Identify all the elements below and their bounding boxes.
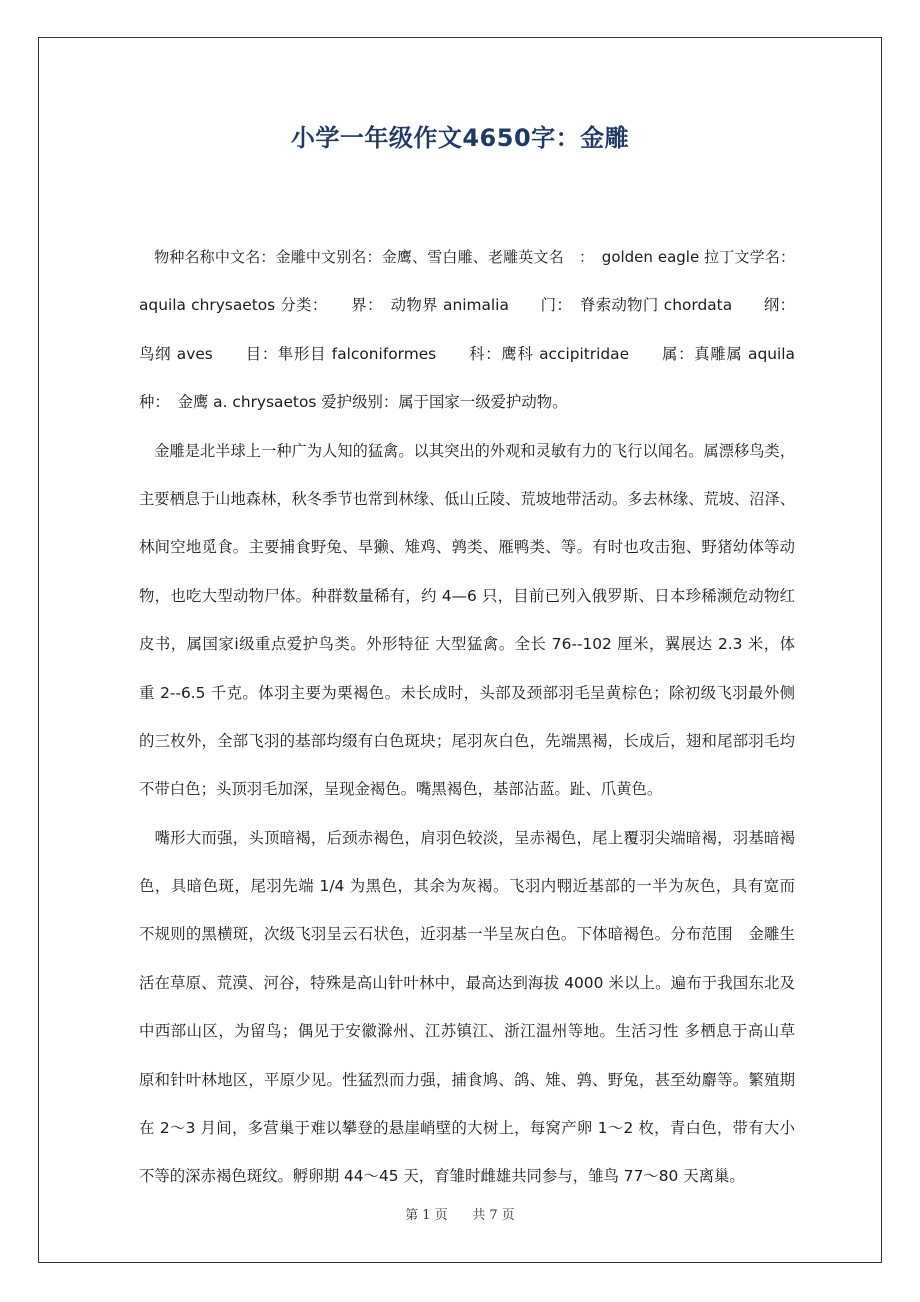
text-line: 皮书，属国家ⅰ级重点爱护鸟类。外形特征 大型猛禽。全长 76--102 厘米，翼展达 2.3 米，体 bbox=[139, 635, 795, 654]
text-line: 物种名称中文名：金雕中文别名：金鹰、雪白雕、老雕英文名 ： golden eagle 拉丁文学名： bbox=[139, 248, 795, 266]
page-footer bbox=[38, 1204, 882, 1228]
page-total: 共 7 页 bbox=[472, 1208, 515, 1223]
text-line: 鸟纲 aves 目：隼形目 falconiformes 科：鹰科 accipitridae 属：真雕属 aquila bbox=[139, 344, 795, 363]
text-line: 金雕是北半球上一种广为人知的猛禽。以其突出的外观和灵敏有力的飞行以闻名。属漂移鸟类， bbox=[139, 441, 795, 460]
text-line: 主要栖息于山地森林，秋冬季节也常到林缘、低山丘陵、荒坡地带活动。多去林缘、荒坡、沼泽、 bbox=[139, 489, 795, 508]
text-line: 不规则的黑横斑，次级飞羽呈云石状色，近羽基一半呈灰白色。下体暗褐色。分布范围 金雕生 bbox=[139, 925, 795, 944]
text-line: 活在草原、荒漠、河谷，特殊是高山针叶林中，最高达到海拔 4000 米以上。遍布于我国东北及 bbox=[139, 973, 795, 992]
text-line: 物，也吃大型动物尸体。种群数量稀有，约 4—6 只，目前已列入俄罗斯、日本珍稀濒危动物红 bbox=[139, 586, 795, 605]
text-line: 的三枚外，全部飞羽的基部均缀有白色斑块；尾羽灰白色，先端黑褐，长成后，翅和尾部羽毛均 bbox=[139, 731, 795, 750]
text-line: 林间空地觅食。主要捕食野兔、旱獭、雉鸡、鹑类、雁鸭类、等。有时也攻击狍、野猪幼体等动 bbox=[139, 538, 795, 557]
page-number: 第 1 页 bbox=[405, 1208, 448, 1223]
text-line: 色，具暗色斑，尾羽先端 1/4 为黑色，其余为灰褐。飞羽内翈近基部的一半为灰色，具有宽而 bbox=[139, 877, 795, 896]
document-title: 小学一年级作文4650字：金雕 bbox=[290, 124, 630, 152]
document-body bbox=[139, 233, 795, 1201]
text-line: 不等的深赤褐色斑纹。孵卵期 44～45 天，育雏时雌雄共同参与，雏鸟 77～80 天离巢。 bbox=[139, 1167, 745, 1186]
text-line: 原和针叶林地区，平原少见。性猛烈而力强，捕食鸠、鸽、雉、鹑、野兔，甚至幼麝等。繁殖期 bbox=[139, 1070, 795, 1089]
text-line: 种： 金鹰 a. chrysaetos 爱护级别：属于国家一级爱护动物。 bbox=[139, 393, 568, 412]
text-line: aquila chrysaetos 分类： 界： 动物界 animalia 门： 脊索动物门 chordata 纲： bbox=[139, 296, 795, 315]
text-line: 在 2～3 月间，多营巢于难以攀登的悬崖峭壁的大树上，每窝产卵 1～2 枚，青白色，带有大小 bbox=[139, 1119, 795, 1138]
text-line: 中西部山区，为留鸟；偶见于安徽滁州、江苏镇江、浙江温州等地。生活习性 多栖息于高山草 bbox=[139, 1022, 795, 1041]
text-line: 嘴形大而强，头顶暗褐，后颈赤褐色，肩羽色较淡，呈赤褐色，尾上覆羽尖端暗褐，羽基暗褐 bbox=[139, 828, 795, 847]
text-line: 重 2--6.5 千克。体羽主要为栗褐色。未长成时，头部及颈部羽毛呈黄棕色；除初级飞羽最外侧 bbox=[139, 683, 795, 702]
text-line: 不带白色；头顶羽毛加深，呈现金褐色。嘴黑褐色，基部沾蓝。趾、爪黄色。 bbox=[139, 780, 663, 799]
